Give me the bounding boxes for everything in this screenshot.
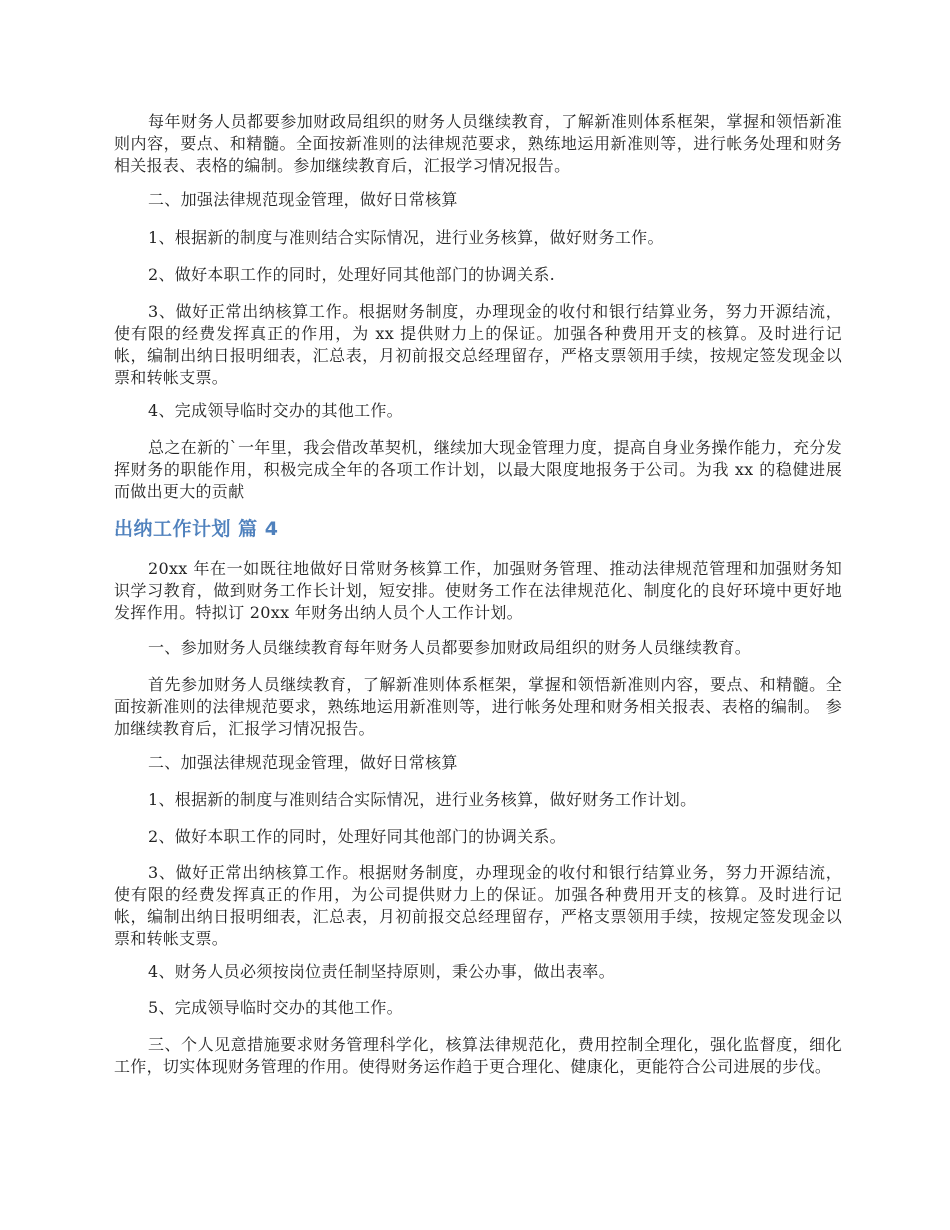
paragraph: 3、做好正常出纳核算工作。根据财务制度，办理现金的收付和银行结算业务，努力开源结流，使有限的经费发挥真正的作用，为公司提供财力上的保证。加强各种费用开支的核算。及时进行记帐，编制出纳日报明细表，汇总表，月初前报交总经理留存，严格支票领用手续，按规定签发现金以票和转帐支票。 [114,863,842,948]
paragraph: 3、做好正常出纳核算工作。根据财务制度，办理现金的收付和银行结算业务，努力开源结流，使有限的经费发挥真正的作用，为 xx 提供财力上的保证。加强各种费用开支的核算。及时进行记帐，编制出纳日报明细表，汇总表，月初前报交总经理留存，严格支票领用手续，按规定签发现金以票和转帐支票。 [114,302,842,387]
paragraph: 首先参加财务人员继续教育，了解新准则体系框架，掌握和领悟新准则内容，要点、和精髓。全面按新准则的法律规范要求，熟练地运用新准则等，进行帐务处理和财务相关报表、表格的编制。 参加继续教育后，汇报学习情况报告。 [114,675,842,738]
section-title: 出纳工作计划 篇 4 [114,518,279,540]
paragraph: 2、做好本职工作的同时，处理好同其他部门的协调关系。 [148,827,566,846]
paragraph: 1、根据新的制度与准则结合实际情况，进行业务核算，做好财务工作计划。 [148,790,697,809]
paragraph: 每年财务人员都要参加财政局组织的财务人员继续教育，了解新准则体系框架，掌握和领悟新准则内容，要点、和精髓。全面按新准则的法律规范要求，熟练地运用新准则等，进行帐务处理和财务相关报表、表格的编制。参加继续教育后，汇报学习情况报告。 [114,112,842,175]
paragraph: 一、参加财务人员继续教育每年财务人员都要参加财政局组织的财务人员继续教育。 [148,638,752,657]
paragraph: 二、加强法律规范现金管理，做好日常核算 [148,753,458,772]
paragraph: 1、根据新的制度与准则结合实际情况，进行业务核算，做好财务工作。 [148,228,664,247]
paragraph: 4、财务人员必须按岗位责任制坚持原则，秉公办事，做出表率。 [148,962,615,981]
paragraph: 4、完成领导临时交办的其他工作。 [148,401,403,420]
paragraph: 5、完成领导临时交办的其他工作。 [148,998,403,1017]
paragraph: 2、做好本职工作的同时，处理好同其他部门的协调关系. [148,265,556,284]
paragraph: 二、加强法律规范现金管理，做好日常核算 [148,190,458,209]
paragraph: 总之在新的`一年里，我会借改革契机，继续加大现金管理力度，提高自身业务操作能力，充分发挥财务的职能作用，积极完成全年的各项工作计划，以最大限度地报务于公司。为我 xx 的稳健进展而做出更大的贡献 [114,438,842,501]
paragraph: 20xx 年在一如既往地做好日常财务核算工作，加强财务管理、推动法律规范管理和加强财务知识学习教育，做到财务工作长计划，短安排。使财务工作在法律规范化、制度化的良好环境中更好地发挥作用。特拟订 20xx 年财务出纳人员个人工作计划。 [114,559,842,622]
paragraph: 三、个人见意措施要求财务管理科学化，核算法律规范化，费用控制全理化，强化监督度，细化工作，切实体现财务管理的作用。使得财务运作趋于更合理化、健康化，更能符合公司进展的步伐。 [114,1035,842,1076]
